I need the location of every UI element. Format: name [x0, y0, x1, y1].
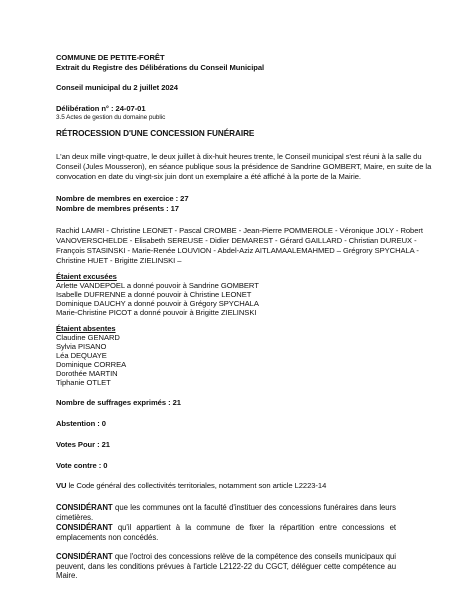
absent-item: Dorothée MARTIN: [56, 369, 118, 378]
page-title: RÉTROCESSION D'UNE CONCESSION FUNÉRAIRE: [56, 129, 255, 138]
intro-line-2: Conseil (Jules Mousseron), en séance publique sous la présidence de Sandrine GOMBERT, Maire, en suite de la: [56, 162, 432, 171]
votes-against: Vote contre : 0: [56, 461, 108, 470]
present-line-1: Rachid LAMRI - Christine LEONET - Pascal CROMBE - Jean-Pierre POMMEROLE - Véronique JOLY - Robert: [56, 226, 423, 235]
votes-for: Votes Pour : 21: [56, 440, 110, 449]
votes-expressed: Nombre de suffrages exprimés : 21: [56, 398, 181, 407]
present-line-4: Christine HUET - Brigitte ZIELINSKI –: [56, 256, 182, 265]
members-in-office: Nombre de membres en exercice : 27: [56, 194, 189, 203]
excused-heading: Étaient excusées: [56, 272, 117, 281]
excused-item: Marie-Christine PICOT a donné pouvoir à Brigitte ZIELINSKI: [56, 308, 257, 317]
absent-item: Dominique CORREA: [56, 360, 127, 369]
vu-label: VU: [56, 481, 67, 490]
vu-text: le Code général des collectivités territoriales, notamment son article L2223-14: [66, 481, 327, 490]
members-present: Nombre de membres présents : 17: [56, 204, 179, 213]
present-line-2: VANOVERSCHELDE - Elisabeth SEREUSE - Didier DEMAREST - Gérard GAILLARD - Christian DUREUX -: [56, 236, 417, 245]
considerant-label: CONSIDÉRANT: [56, 552, 113, 561]
absent-item: Sylvia PISANO: [56, 342, 107, 351]
present-line-3: François STASINSKI - Marie-Renée LOUVION - Abdel-Aziz AITLAMAALEMAHMED – Grégrory SPYCHALA -: [56, 246, 419, 255]
excused-item: Isabelle DUFRENNE a donné pouvoir à Christine LEONET: [56, 290, 252, 299]
absent-item: Tiphanie OTLET: [56, 378, 111, 387]
intro-line-3: convocation en date du vingt-six juin dont un exemplaire a été affiché à la porte de la Mairie.: [56, 172, 361, 181]
considerant-paragraph: [56, 523, 396, 542]
considerant-paragraph: [56, 552, 396, 581]
excused-item: Dominique DAUCHY a donné pouvoir à Grégory SPYCHALA: [56, 299, 259, 308]
considerant-text: qu'il appartient à la commune de fixer la répartition entre concessions et emplacements non concédés.: [56, 523, 396, 542]
intro-line-1: L'an deux mille vingt-quatre, le deux juillet à dix-huit heures trente, le Conseil municipal s'est réuni à la salle du: [56, 152, 422, 161]
commune-name: COMMUNE DE PETITE-FORÊT: [56, 53, 165, 62]
considerant-text: que l'octroi des concessions relève de la compétence des conseils municipaux qui peuvent, dans les conditions prévues à l'article L2122-22 du CGCT, déléguer cette compétence au Maire.: [56, 552, 396, 581]
absent-heading: Étaient absentes: [56, 324, 116, 333]
votes-abstention: Abstention : 0: [56, 419, 106, 428]
register-extract: Extrait du Registre des Délibérations du Conseil Municipal: [56, 63, 265, 72]
session-date: Conseil municipal du 2 juillet 2024: [56, 83, 178, 92]
vu-paragraph: [56, 481, 396, 491]
deliberation-number: Délibération n° : 24-07-01: [56, 104, 146, 113]
considerant-text: que les communes ont la faculté d'instituer des concessions funéraires dans leurs cimetières.: [56, 503, 396, 522]
absent-item: Claudine GENARD: [56, 333, 120, 342]
excused-item: Arlette VANDEPOEL a donné pouvoir à Sandrine GOMBERT: [56, 281, 259, 290]
considerant-label: CONSIDÉRANT: [56, 523, 113, 532]
absent-item: Léa DEQUAYE: [56, 351, 107, 360]
considerant-label: CONSIDÉRANT: [56, 503, 113, 512]
deliberation-code: 3.5 Actes de gestion du domaine public: [56, 114, 166, 121]
considerant-paragraph: [56, 503, 396, 522]
